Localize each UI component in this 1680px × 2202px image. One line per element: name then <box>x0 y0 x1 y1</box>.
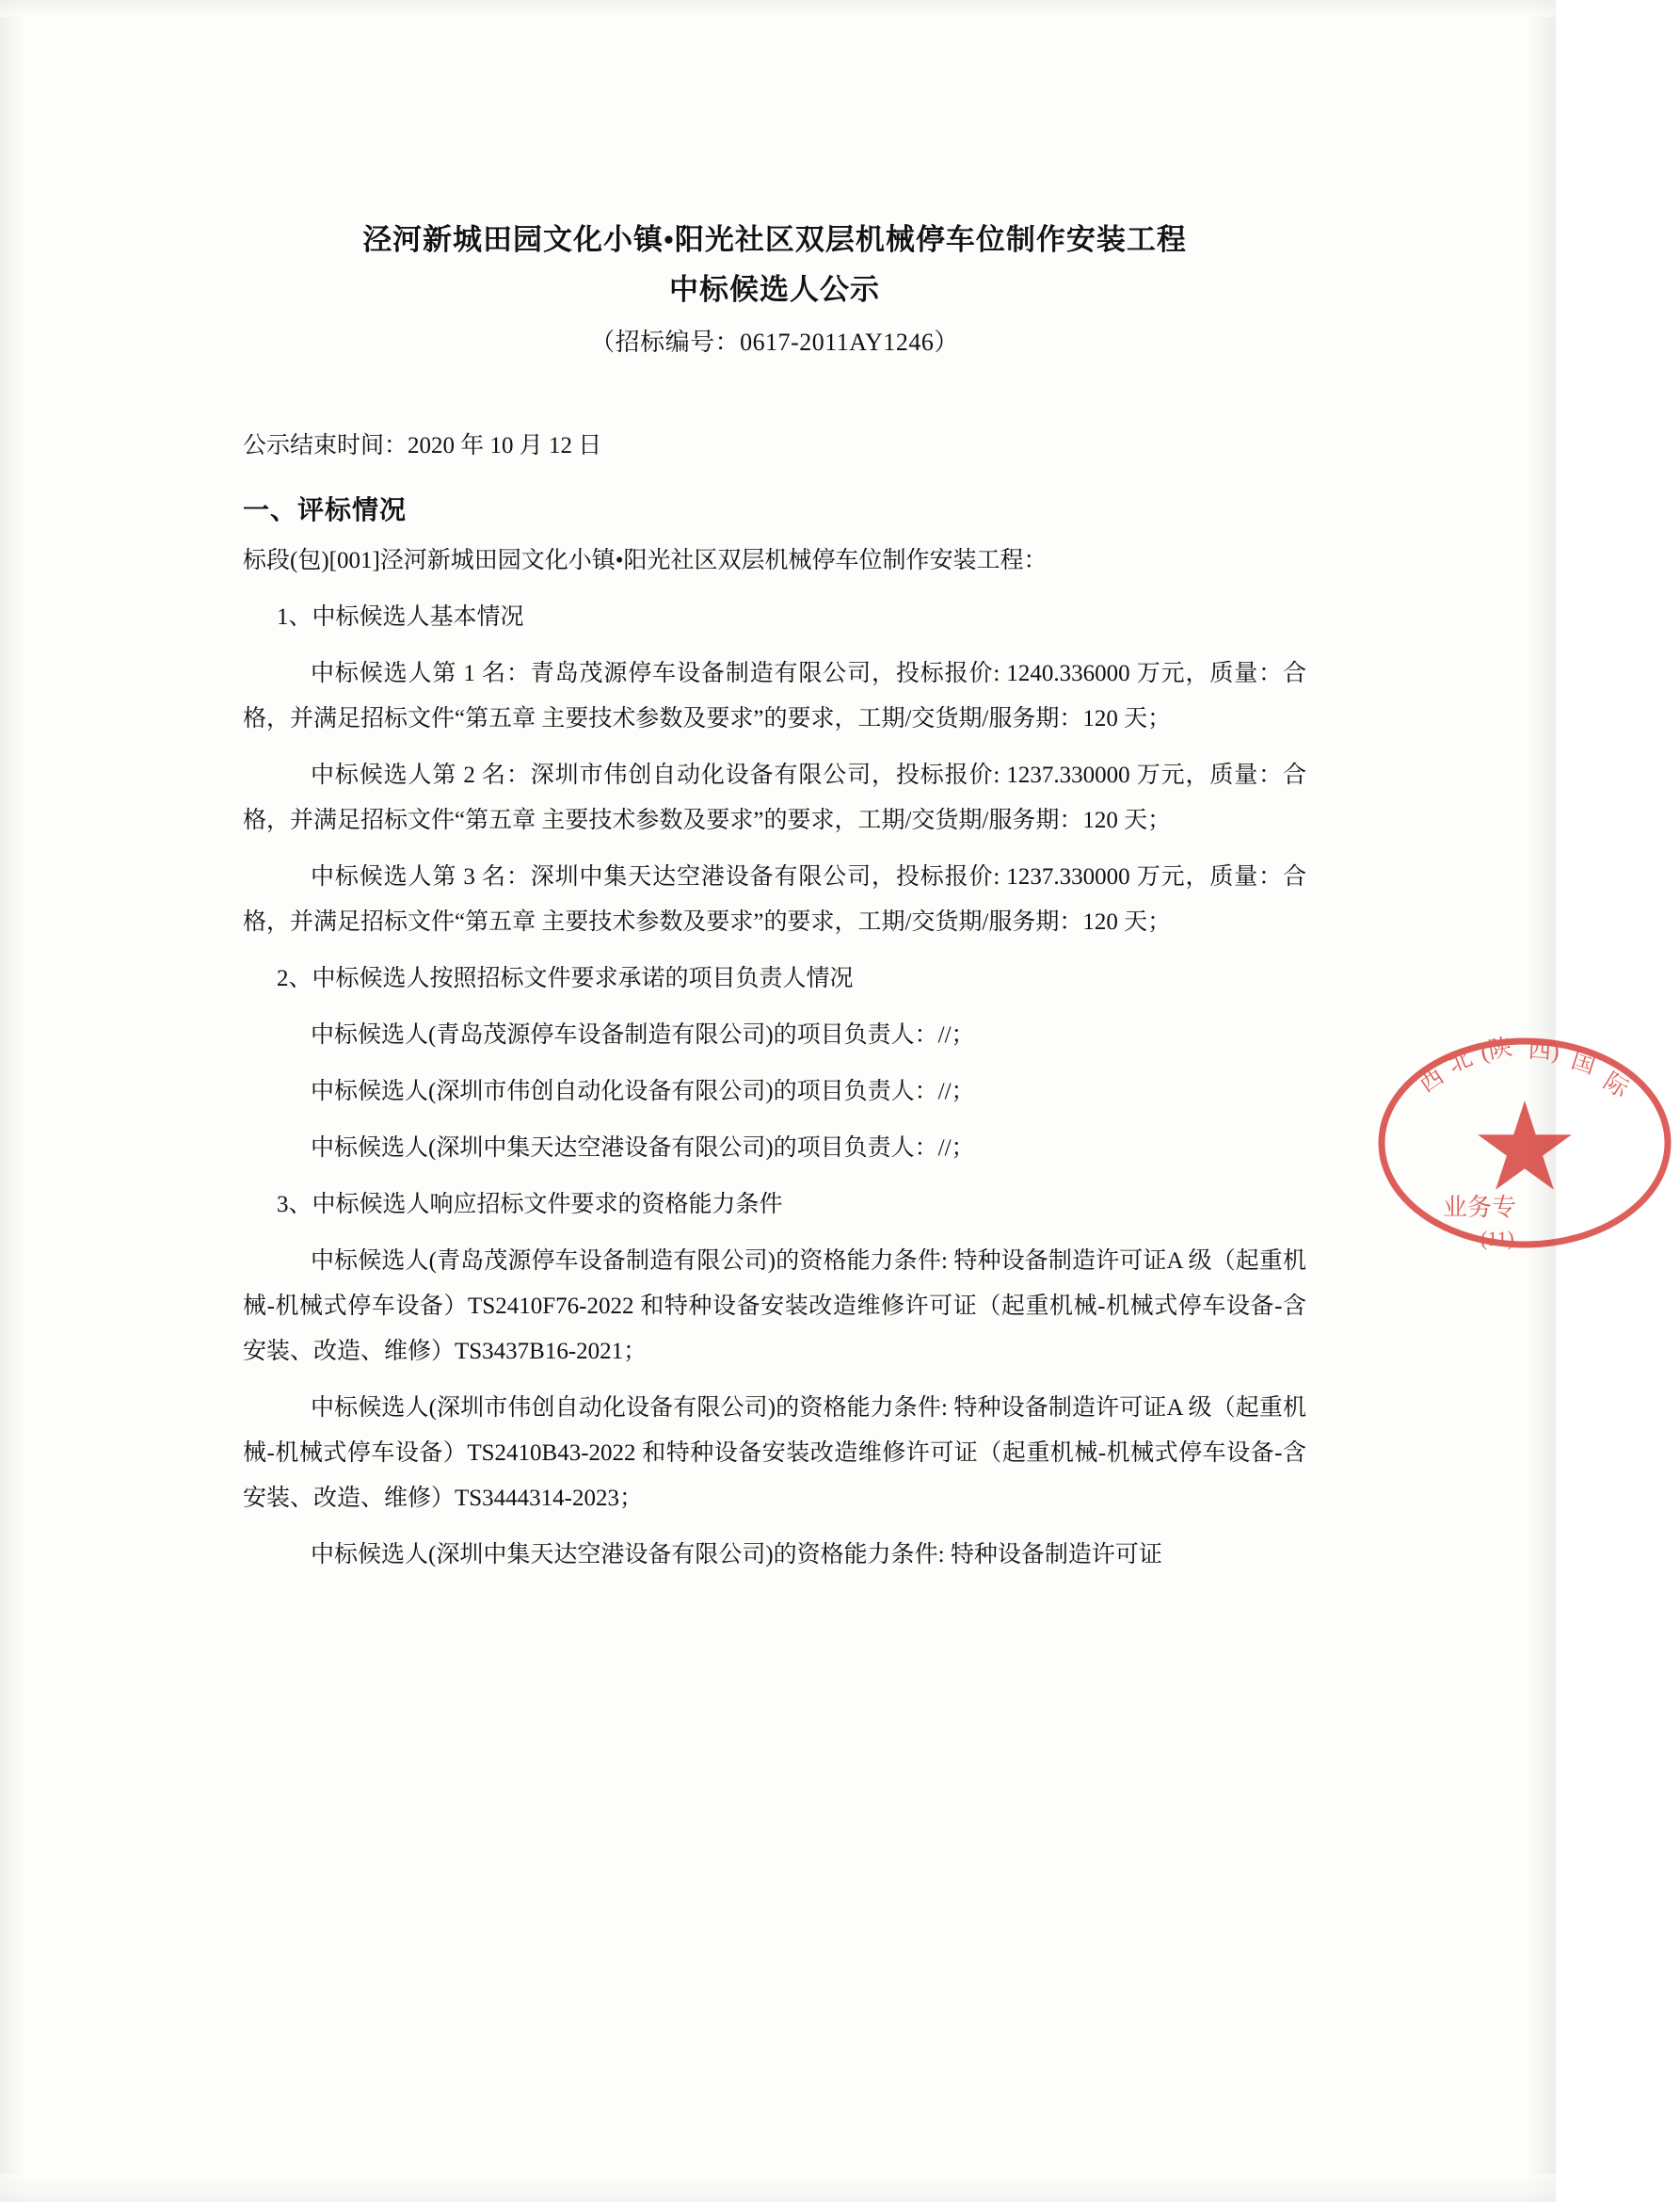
seal-outer-text-5: 国 <box>1568 1048 1599 1080</box>
subsection-heading-qualifications: 3、中标候选人响应招标文件要求的资格能力条件 <box>277 1191 783 1217</box>
document-title-block <box>243 218 1306 369</box>
seal-bottom-text: (11) <box>1480 1227 1514 1250</box>
qualification-3: 中标候选人(深圳中集天达空港设备有限公司)的资格能力条件: 特种设备制造许可证 <box>311 1541 1162 1567</box>
scan-edge-bottom <box>0 2174 1556 2202</box>
project-manager-2: 中标候选人(深圳市伟创自动化设备有限公司)的项目负责人：//； <box>311 1078 975 1104</box>
seal-outer-text-6: 际 <box>1598 1069 1633 1103</box>
seal-outer-text-1: 西 <box>1415 1063 1449 1098</box>
document-title-secondary: 中标候选人公示 <box>669 272 880 306</box>
scan-edge-left <box>0 0 24 2202</box>
seal-outer-text-2: 北 <box>1445 1045 1477 1078</box>
seal-outer-text-4: 西) <box>1527 1037 1560 1065</box>
qualification-2: 中标候选人(深圳市伟创自动化设备有限公司)的资格能力条件: 特种设备制造许可证A 级（起重机械-机械式停车设备）TS2410B43-2022 和特种设备安装改造维修许可证（起重机械-机械式停车设备-含安装、改造、维修）TS3444314-2023； <box>243 1394 1306 1511</box>
subsection-heading-project-manager: 2、中标候选人按照招标文件要求承诺的项目负责人情况 <box>277 965 854 991</box>
document-title-primary: 泾河新城田园文化小镇•阳光社区双层机械停车位制作安装工程 <box>362 223 1187 256</box>
tender-number: （招标编号：0617-2011AY1246） <box>590 329 959 357</box>
candidate-3-details: 中标候选人第 3 名：深圳中集天达空港设备有限公司，投标报价: 1237.330000 万元，质量：合格，并满足招标文件“第五章 主要技术参数及要求”的要求，工期/交货期/服务期：120 天； <box>243 863 1306 935</box>
scan-edge-top <box>0 0 1556 17</box>
project-manager-3: 中标候选人(深圳中集天达空港设备有限公司)的项目负责人：//； <box>311 1134 975 1161</box>
scan-edge-right <box>1528 0 1556 2202</box>
qualification-1: 中标候选人(青岛茂源停车设备制造有限公司)的资格能力条件: 特种设备制造许可证A 级（起重机械-机械式停车设备）TS2410F76-2022 和特种设备安装改造维修许可证（起重机械-机械式停车设备-含安装、改造、维修）TS3437B16-2021； <box>243 1247 1306 1364</box>
section-heading-evaluation: 一、评标情况 <box>243 495 408 525</box>
lot-description: 标段(包)[001]泾河新城田园文化小镇•阳光社区双层机械停车位制作安装工程： <box>243 547 1048 573</box>
candidate-1-details: 中标候选人第 1 名：青岛茂源停车设备制造有限公司，投标报价: 1240.336000 万元，质量：合格，并满足招标文件“第五章 主要技术参数及要求”的要求，工期/交货期/服务期：120 天； <box>243 660 1306 731</box>
publicity-end-date: 公示结束时间：2020 年 10 月 12 日 <box>243 432 602 458</box>
seal-outer-text-3: (陕 <box>1478 1035 1514 1066</box>
seal-middle-text: 业务专 <box>1443 1194 1517 1221</box>
candidate-2-details: 中标候选人第 2 名：深圳市伟创自动化设备有限公司，投标报价: 1237.330000 万元，质量：合格，并满足招标文件“第五章 主要技术参数及要求”的要求，工期/交货期/服务期：120 天； <box>243 762 1306 833</box>
official-red-seal <box>1369 1031 1680 1255</box>
subsection-heading-basic-info: 1、中标候选人基本情况 <box>277 603 524 630</box>
document-content <box>243 218 1306 1578</box>
project-manager-1: 中标候选人(青岛茂源停车设备制造有限公司)的项目负责人：//； <box>311 1021 975 1048</box>
